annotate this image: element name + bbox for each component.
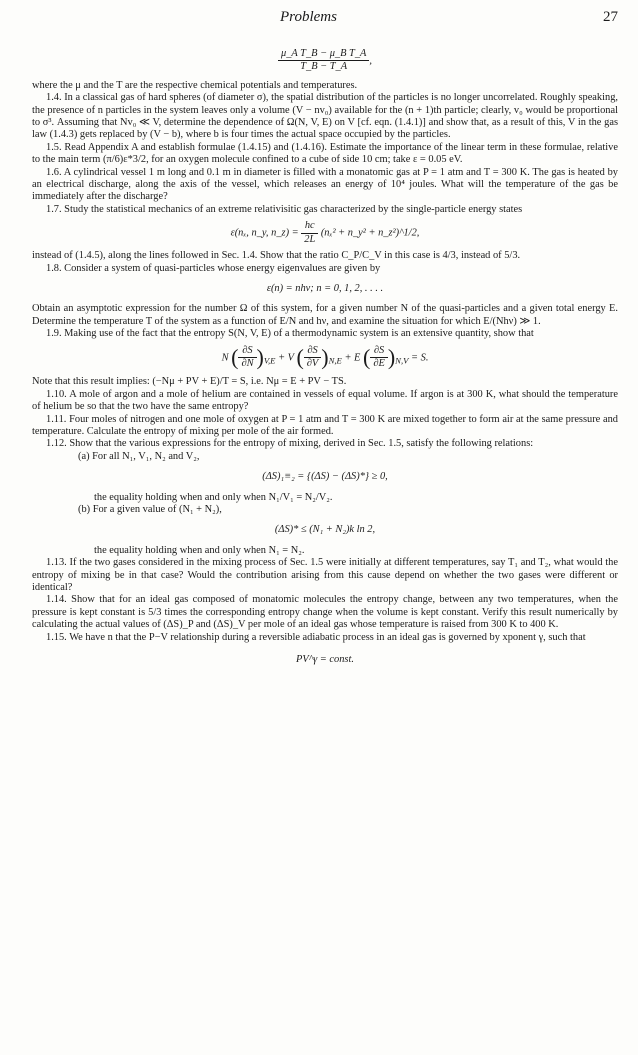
equation-top-fraction bbox=[278, 48, 369, 74]
problem-1-7: 1.7. Study the statistical mechanics of an extreme relativisitic gas characterized by the single-particle energy states bbox=[46, 203, 523, 215]
eq19-den-1: ∂N bbox=[241, 357, 254, 369]
problem-1-13: 1.13. If the two gases considered in the mixing process of Sec. 1.5 were initially at different temperatures, say T₁ and T₂, what would the entropy of mixing be in that case? Would the contribution arising from this cause depend on whether the two gases were different or identical? bbox=[32, 557, 618, 594]
equation-1-9 bbox=[32, 345, 618, 371]
problem-1-5: 1.5. Read Appendix A and establish formulae (1.4.15) and (1.4.16). Estimate the importance of the linear term in these formulae, relative to the main term (π/6)ε*3/2, for an oxygen molecule confined to a cube of side 10 cm; take ε = 0.05 eV. bbox=[32, 141, 618, 166]
eq19-den-2: ∂V bbox=[306, 357, 319, 369]
eq19-num-2: ∂S bbox=[304, 345, 321, 358]
equation-1-12-a: (ΔS)₁≡₂ = {(ΔS) − (ΔS)*} ≥ 0, bbox=[262, 471, 388, 483]
equation-1-7-fraction bbox=[301, 220, 318, 246]
page-number: 27 bbox=[603, 9, 618, 25]
problem-1-14: 1.14. Show that for an ideal gas composed of monatomic molecules the entropy change, between any two temperatures, when the pressure is kept constant is 5/3 times the corresponding entropy change when the volume is kept constant. Verify this result numerically by calculating the actual values of (ΔS)_P and (ΔS)_V per mole of an ideal gas whose temperature is raised from 300 K to 400 K. bbox=[32, 594, 618, 631]
equation-1-7-rhs: (nₓ² + n_y² + n_z²)^1/2, bbox=[320, 227, 420, 239]
eq19-paren-close-2: ) bbox=[321, 344, 329, 370]
page-content bbox=[32, 48, 618, 676]
problem-1-12-a-cont: the equality holding when and only when N₁/V₁ = N₂/V₂. bbox=[94, 491, 333, 503]
problem-1-7-cont: instead of (1.4.5), along the lines followed in Sec. 1.4. Show that the ratio C_P/C_V in this case is 4/3, instead of 5/3. bbox=[32, 250, 521, 262]
eq19-term-2: + V bbox=[278, 351, 294, 363]
equation-1-12-b: (ΔS)* ≤ (N₁ + N₂)k ln 2, bbox=[274, 524, 376, 536]
equation-1-15: PV^γ = const. bbox=[296, 654, 354, 666]
equation-top bbox=[32, 48, 618, 74]
problem-1-8-cont: Obtain an asymptotic expression for the number Ω of this system, for a given number N of the quasi-particles and a given total energy E. Determine the temperature T of the system as a function of E/N and hν, and examine the situation for which E/(Nhν) ≫ 1. bbox=[32, 303, 618, 327]
eq19-frac-2 bbox=[304, 345, 321, 371]
eq19-sub-3: N,V bbox=[395, 354, 409, 365]
equation-top-tail: , bbox=[369, 55, 372, 67]
eq19-term-1: N bbox=[221, 351, 229, 363]
problem-1-9-cont: Note that this result implies: (−Nμ + PV + E)/T = S, i.e. Nμ = E + PV − TS. bbox=[32, 376, 347, 388]
running-title: Problems bbox=[280, 9, 337, 25]
eq19-paren-close-3: ) bbox=[387, 344, 396, 370]
eq19-num-3: ∂S bbox=[370, 345, 387, 358]
eq19-frac-1 bbox=[238, 345, 256, 371]
eq19-term-3: + E bbox=[344, 351, 361, 363]
eq19-paren-open-2: ( bbox=[296, 344, 304, 370]
problem-1-9: 1.9. Making use of the fact that the entropy S(N, V, E) of a thermodynamic system is an extensive quantity, show that bbox=[46, 328, 534, 340]
problem-1-6: 1.6. A cylindrical vessel 1 m long and 0.1 m in diameter is filled with a monatomic gas at P = 1 atm and T = 300 K. The gas is heated by an electrical discharge, along the axis of the vessel, which releases an energy of 10⁴ joules. What will the temperature of the gas be immediately after the discharge? bbox=[32, 166, 618, 203]
problem-1-8: 1.8. Consider a system of quasi-particles whose energy eigenvalues are given by bbox=[46, 262, 381, 274]
problem-1-12-a: (a) For all N₁, V₁, N₂ and V₂, bbox=[78, 450, 200, 462]
eq19-paren-open-1: ( bbox=[231, 344, 239, 370]
eq19-sub-1: V,E bbox=[263, 354, 276, 365]
problem-1-12-b-cont: the equality holding when and only when N₁ = N₂. bbox=[94, 544, 305, 556]
eq19-end: = S. bbox=[411, 351, 429, 363]
problem-1-12-b: (b) For a given value of (N₁ + N₂), bbox=[78, 504, 222, 515]
eq19-paren-close-1: ) bbox=[256, 344, 264, 370]
problem-1-15: 1.15. We have n that the P−V relationship during a reversible adiabatic process in an ideal gas is governed by xponent γ, such that bbox=[46, 631, 586, 643]
eq19-sub-2: N,E bbox=[328, 354, 342, 365]
eq19-den-3: ∂E bbox=[373, 357, 385, 369]
eq19-num-1: ∂S bbox=[238, 345, 256, 358]
equation-top-denominator: T_B − T_A bbox=[300, 61, 348, 73]
eq19-paren-open-3: ( bbox=[363, 344, 371, 370]
equation-1-8: ε(n) = nhν; n = 0, 1, 2, . . . . bbox=[266, 282, 384, 294]
equation-1-7-numerator: hc bbox=[301, 220, 318, 233]
equation-top-numerator: μ_A T_B − μ_B T_A bbox=[278, 48, 369, 61]
page-header bbox=[32, 9, 618, 31]
problem-1-10: 1.10. A mole of argon and a mole of helium are contained in vessels of equal volume. If argon is at 300 K, what should the temperature of helium be so that the two have the same entropy? bbox=[32, 388, 618, 413]
equation-1-7 bbox=[32, 220, 618, 246]
problem-1-4: 1.4. In a classical gas of hard spheres (of diameter σ), the spatial distribution of the particles is no longer uncorrelated. Roughly speaking, the presence of n particles in the system leaves only a volume (V − nv₀) available for the (n + 1)th particle; clearly, v₀ would be proportional to σ³. Assuming that Nv₀ ≪ V, determine the dependence of Ω(N, V, E) on V [cf. eqn. (1.4.1)] and show that, as a result of this, V in the gas law (1.4.3) gets replaced by (V − b), where b is four times the actual space occupied by the particles. bbox=[32, 92, 618, 141]
text-line-1: where the μ and the T are the respective chemical potentials and temperatures. bbox=[32, 79, 358, 91]
eq19-frac-3 bbox=[370, 345, 387, 371]
document-page bbox=[32, 0, 618, 1055]
equation-1-7-denominator: 2L bbox=[304, 233, 316, 245]
equation-1-7-lhs: ε(nₓ, n_y, n_z) = bbox=[230, 227, 299, 239]
problem-1-11: 1.11. Four moles of nitrogen and one mole of oxygen at P = 1 atm and T = 300 K are mixed together to form air at the same pressure and temperature. Calculate the entropy of mixing per mole of the air formed. bbox=[32, 413, 618, 437]
problem-1-12: 1.12. Show that the various expressions for the entropy of mixing, derived in Sec. 1.5, satisfy the following relations: bbox=[46, 438, 534, 450]
